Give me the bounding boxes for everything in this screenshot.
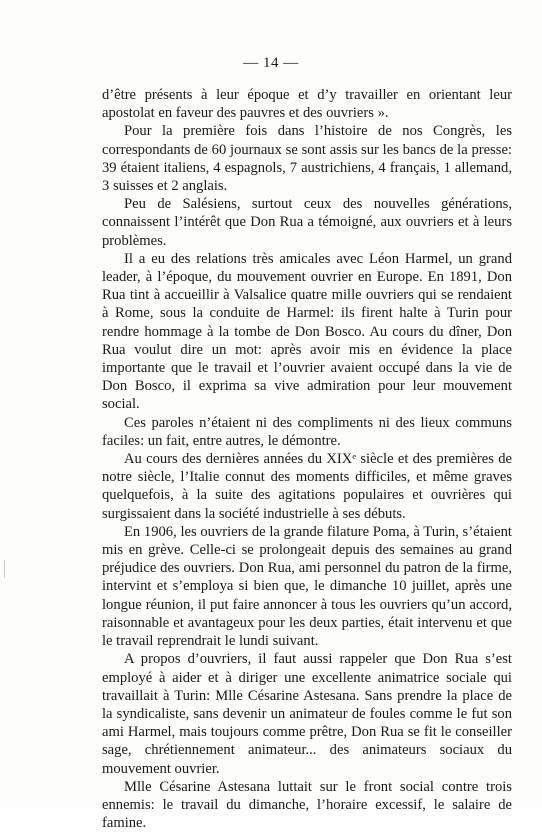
paragraph-poma-strike: En 1906, les ouvriers de la grande filature Poma, à Turin, s’étaient mis en grève. Celle-ci se prolongeait depuis des semaines au grand préjudice des ouvriers. Don Rua, ami personnel du patron de la firme, intervint et s’employa si bien que, le dimanche 10 juillet, après une longue réunion, il put faire annoncer à tous les ouvriers qu’un accord, raisonnable et avantageux pour les deux parties, était intervenu et que le travail reprendrait le lundi suivant.: [102, 523, 512, 650]
paragraph-astesana: A propos d’ouvriers, il faut aussi rappeler que Don Rua s’est employé à aider et à diriger une excellente animatrice sociale qui travaillait à Turin: Mlle Césarine Astesana. Sans prendre la place de la syndicaliste, sans devenir un animateur de foules comme le fut son ami Harmel, mais toujours comme prêtre, Don Rua se fit le conseiller sage, chrétiennement animateur... des animateurs sociaux du mouvement ouvrier.: [102, 651, 512, 777]
paragraph-three-enemies: Mlle Césarine Astesana luttait sur le front social contre trois ennemis: le travail du dimanche, l’horaire excessif, le salaire de famine.: [102, 778, 512, 832]
paragraph-harmel: Il a eu des relations très amicales avec Léon Harmel, un grand leader, à l’époque, du mouvement ouvrier en Europe. En 1891, Don Rua tint à accueillir à Valsalice quatre mille ouvriers qui se rendaient à Rome, sous la conduite de Harmel: ils firent halte à Turin pour rendre hommage à la tombe de Don Bosco. Au cours du dîner, Don Rua voulut dire un mot: après avoir mis en évidence la place importante que le travail et l’ouvrier avaient occupé dans la vie de Don Bosco, il exprima sa vive admiration pour leur mouvement social.: [102, 250, 512, 413]
paragraph-paroles: Ces paroles n’étaient ni des compliments ni des lieux communs faciles: un fait, entre autres, le démontre.: [102, 414, 512, 449]
paragraph-congress-press: Pour la première fois dans l’histoire de nos Congrès, les correspondants de 60 journaux se sont assis sur les bancs de la presse: 39 étaient italiens, 4 espagnols, 7 austrichiens, 4 français, 1 allemand, 3 suisses et 2 anglais.: [102, 123, 512, 195]
paragraph-italy-troubles: Au cours des dernières années du XIXᵉ siècle et des premières de notre siècle, l’Italie connut des moments difficiles, et même graves quelquefois, à la suite des agitations populaires et ouvrières qui surgissaient dans la société industrielle à ses débuts.: [102, 451, 512, 522]
page-number: — 14 —: [243, 55, 299, 71]
paragraph-continuation: d’être présents à leur époque et d’y travailler en orientant leur apostolat en faveur des pauvres et des ouvriers ».: [102, 87, 512, 122]
body-text: [102, 86, 512, 832]
scan-edge-mark: [4, 560, 5, 578]
paragraph-salesians: Peu de Salésiens, surtout ceux des nouvelles générations, connaissent l’intérêt que Don Rua a témoigné, aux ouvriers et à leurs problèmes.: [102, 196, 512, 249]
